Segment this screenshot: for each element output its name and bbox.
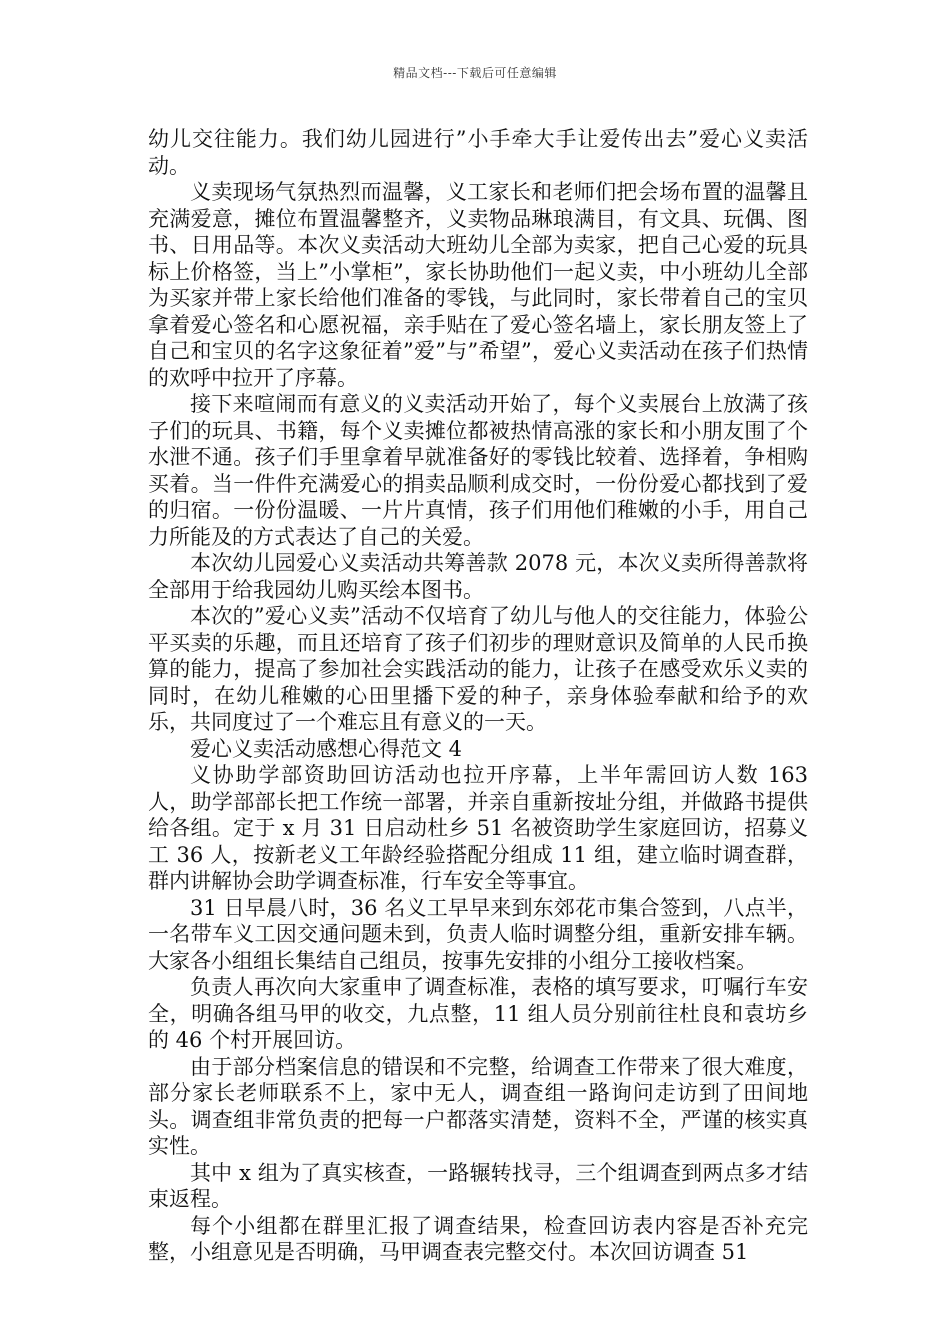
paragraph: 本次的”爱心义卖”活动不仅培育了幼儿与他人的交往能力，体验公平买卖的乐趣，而且还培育了孩子们初步的理财意识及简单的人民币换算的能力，提高了参加社会实践活动的能力，让孩子在感受欢乐义卖的同时，在幼儿稚嫩的心田里播下爱的种子，亲身体验奉献和给予的欢乐，共同度过了一个难忘且有意义的一天。 (148, 604, 808, 734)
paragraph: 接下来喧闹而有意义的义卖活动开始了，每个义卖展台上放满了孩子们的玩具、书籍，每个义卖摊位都被热情高涨的家长和小朋友围了个水泄不通。孩子们手里拿着早就准备好的零钱比较着、选择着，争相购买着。当一件件充满爱心的捐卖品顺利成交时，一份份爱心都找到了爱的归宿。一份份温暖、一片片真情，孩子们用他们稚嫩的小手，用自己力所能及的方式表达了自己的关爱。 (148, 392, 808, 549)
paragraph: 由于部分档案信息的错误和不完整，给调查工作带来了很大难度，部分家长老师联系不上，家中无人，调查组一路询问走访到了田间地头。调查组非常负责的把每一户都落实清楚，资料不全，严谨的核实真实性。 (148, 1054, 808, 1158)
paragraph: 义卖现场气氛热烈而温馨，义工家长和老师们把会场布置的温馨且充满爱意，摊位布置温馨整齐，义卖物品琳琅满目，有文具、玩偶、图书、日用品等。本次义卖活动大班幼儿全部为卖家，把自己心爱的玩具标上价格签，当上”小掌柜”，家长协助他们一起义卖，中小班幼儿全部为买家并带上家长给他们准备的零钱，与此同时，家长带着自己的宝贝拿着爱心签名和心愿祝福，亲手贴在了爱心签名墙上，家长朋友签上了自己和宝贝的名字这象征着”爱”与”希望”，爱心义卖活动在孩子们热情的欢呼中拉开了序幕。 (148, 180, 808, 390)
paragraph: 其中 x 组为了真实核查，一路辗转找寻，三个组调查到两点多才结束返程。 (148, 1160, 808, 1211)
paragraph: 负责人再次向大家重申了调查标准，表格的填写要求，叮嘱行车安全，明确各组马甲的收交，九点整，11 组人员分别前往杜良和袁坊乡的 46 个村开展回访。 (148, 975, 808, 1052)
paragraph: 义协助学部资助回访活动也拉开序幕，上半年需回访人数 163 人，助学部部长把工作统一部署，并亲自重新按址分组，并做路书提供给各组。定于 x 月 31 日启动杜乡 51 名被资助学生家庭回访，招募义工 36 人，按新老义工年龄经验搭配分组成 11 组，建立临时调查群，群内讲解协会助学调查标准，行车安全等事宜。 (148, 763, 808, 893)
document-body (148, 126, 808, 1266)
section-heading: 爱心义卖活动感想心得范文 4 (190, 736, 463, 761)
page-header: 精品文档---下载后可任意编辑 (393, 66, 557, 80)
paragraph: 每个小组都在群里汇报了调查结果，检查回访表内容是否补充完整，小组意见是否明确，马甲调查表完整交付。本次回访调查 51 (148, 1213, 808, 1264)
paragraph: 本次幼儿园爱心义卖活动共筹善款 2078 元，本次义卖所得善款将全部用于给我园幼儿购买绘本图书。 (148, 551, 808, 602)
paragraph: 31 日早晨八时，36 名义工早早来到东郊花市集合签到，八点半，一名带车义工因交通问题未到，负责人临时调整分组，重新安排车辆。大家各小组组长集结自己组员，按事先安排的小组分工接收档案。 (148, 895, 808, 973)
paragraph: 幼儿交往能力。我们幼儿园进行”小手牵大手让爱传出去”爱心义卖活动。 (148, 127, 808, 178)
